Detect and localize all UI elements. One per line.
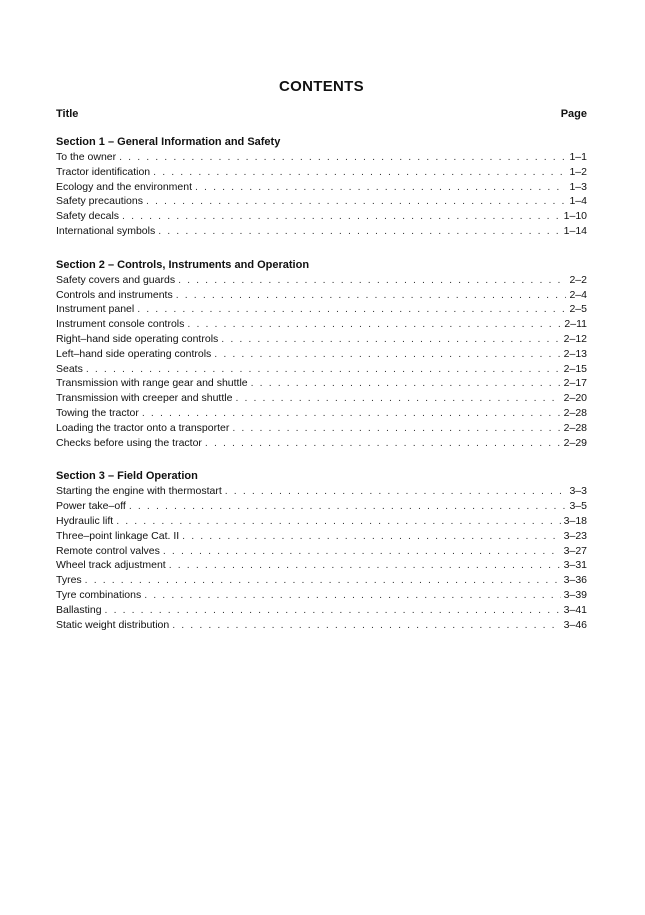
toc-entry[interactable] xyxy=(56,347,587,362)
toc-entry[interactable] xyxy=(56,529,587,544)
toc-entry-label: Instrument console controls xyxy=(56,318,185,331)
toc-entry-page: 2–12 xyxy=(563,332,587,345)
toc-entry-page: 2–29 xyxy=(563,436,587,449)
toc-entry-page: 3–27 xyxy=(563,544,587,557)
toc-entry[interactable] xyxy=(56,317,587,332)
dot-leader xyxy=(116,514,560,529)
toc-entry-page: 2–28 xyxy=(563,421,587,434)
toc-entry-page: 2–5 xyxy=(569,303,587,316)
toc-entry-label: Power take–off xyxy=(56,500,126,513)
toc-entry-label: Hydraulic lift xyxy=(56,514,114,527)
toc-entry-page: 2–2 xyxy=(569,273,587,286)
toc-entry-label: Left–hand side operating controls xyxy=(56,347,212,360)
dot-leader xyxy=(187,317,561,332)
dot-leader xyxy=(176,288,567,303)
toc-entry[interactable] xyxy=(56,421,587,436)
toc-entry-page: 3–46 xyxy=(563,618,587,631)
dot-leader xyxy=(142,406,561,421)
toc-entry[interactable] xyxy=(56,573,587,588)
dot-leader xyxy=(105,603,561,618)
dot-leader xyxy=(195,180,566,195)
toc-entry[interactable] xyxy=(56,194,587,209)
toc-entry[interactable] xyxy=(56,603,587,618)
dot-leader xyxy=(214,347,560,362)
toc-entry-page: 3–5 xyxy=(569,500,587,513)
toc-entry[interactable] xyxy=(56,588,587,603)
toc-entry-page: 2–11 xyxy=(564,318,587,331)
dot-leader xyxy=(163,544,561,559)
dot-leader xyxy=(225,484,567,499)
toc-entry-label: Controls and instruments xyxy=(56,288,173,301)
toc-entry-page: 2–15 xyxy=(563,362,587,375)
dot-leader xyxy=(251,376,561,391)
toc-entry[interactable] xyxy=(56,165,587,180)
dot-leader xyxy=(137,302,566,317)
toc-entry-page: 1–1 xyxy=(569,151,587,163)
dot-leader xyxy=(144,588,560,603)
section-title: Section 1 – General Information and Safety xyxy=(56,136,281,148)
toc-entry[interactable] xyxy=(56,391,587,406)
toc-entry[interactable] xyxy=(56,618,587,633)
toc-entry-label: Wheel track adjustment xyxy=(56,559,166,572)
toc-entry-page: 2–17 xyxy=(563,377,587,390)
dot-leader xyxy=(169,558,561,573)
toc-entry-label: Instrument panel xyxy=(56,303,135,316)
toc-entry-label: To the owner xyxy=(56,151,117,163)
toc-entry[interactable] xyxy=(56,558,587,573)
dot-leader xyxy=(158,224,560,239)
toc-entry[interactable] xyxy=(56,302,587,317)
dot-leader xyxy=(178,273,566,288)
toc-entry-page: 1–14 xyxy=(563,224,587,237)
dot-leader xyxy=(85,573,561,588)
toc-entry-page: 3–36 xyxy=(563,574,587,587)
toc-entry[interactable] xyxy=(56,180,587,195)
toc-entry-label: Seats xyxy=(56,362,83,375)
column-page-label: Page xyxy=(560,108,587,120)
toc-entry[interactable] xyxy=(56,332,587,347)
toc-entry[interactable] xyxy=(56,376,587,391)
dot-leader xyxy=(172,618,560,633)
toc-entry-label: Tractor identification xyxy=(56,165,151,178)
toc-entry[interactable] xyxy=(56,273,587,288)
toc-entry-label: Safety covers and guards xyxy=(56,273,176,286)
column-header xyxy=(56,107,587,121)
toc-entry-label: Three–point linkage Cat. II xyxy=(56,529,180,542)
toc-entry-label: Safety decals xyxy=(56,210,120,223)
dot-leader xyxy=(232,421,560,436)
toc-entry-label: Tyre combinations xyxy=(56,588,142,601)
toc-entry-page: 2–4 xyxy=(569,288,587,301)
toc-entry[interactable] xyxy=(56,209,587,224)
toc-section xyxy=(56,258,587,451)
toc-entry-label: International symbols xyxy=(56,224,156,237)
dot-leader xyxy=(221,332,560,347)
toc-section xyxy=(56,469,587,632)
toc-entry-page: 3–39 xyxy=(563,588,587,601)
toc-entry-label: Transmission with range gear and shuttle xyxy=(56,377,248,390)
toc-entry-label: Loading the tractor onto a transporter xyxy=(56,421,230,434)
toc-entry[interactable] xyxy=(56,288,587,303)
toc-entry-label: Checks before using the tractor xyxy=(56,436,202,449)
dot-leader xyxy=(119,150,566,165)
toc-entry-page: 2–28 xyxy=(563,406,587,419)
toc-entry-page: 1–4 xyxy=(569,195,587,208)
toc-entry-label: Ecology and the environment xyxy=(56,180,193,193)
section-title: Section 2 – Controls, Instruments and Operation xyxy=(56,258,310,271)
toc-entry-label: Tyres xyxy=(56,574,82,587)
page-title: CONTENTS xyxy=(279,78,364,95)
toc-entry-label: Towing the tractor xyxy=(56,406,139,419)
toc-entry[interactable] xyxy=(56,484,587,499)
toc-entry-page: 3–31 xyxy=(563,559,587,572)
dot-leader xyxy=(122,209,561,224)
toc-entry-label: Remote control valves xyxy=(56,544,160,557)
toc-entry-page: 3–23 xyxy=(563,529,587,542)
toc-entry-label: Right–hand side operating controls xyxy=(56,332,219,345)
toc-entry-page: 3–41 xyxy=(563,603,587,616)
toc-entry[interactable] xyxy=(56,224,587,239)
section-title: Section 3 – Field Operation xyxy=(56,470,198,483)
toc-entry-page: 2–20 xyxy=(563,392,587,405)
toc-entry-page: 1–2 xyxy=(569,165,587,178)
dot-leader xyxy=(86,362,561,377)
dot-leader xyxy=(146,194,567,209)
toc-entry-page: 2–13 xyxy=(563,347,587,360)
toc-sections xyxy=(56,135,587,632)
toc-entry[interactable] xyxy=(56,514,587,529)
toc-section xyxy=(56,135,587,239)
toc-entry[interactable] xyxy=(56,544,587,559)
contents-page xyxy=(56,78,587,651)
toc-entry[interactable] xyxy=(56,436,587,451)
dot-leader xyxy=(205,436,561,451)
toc-entry[interactable] xyxy=(56,150,587,165)
column-title-label: Title xyxy=(56,108,79,120)
dot-leader xyxy=(235,391,560,406)
toc-entry-label: Ballasting xyxy=(56,603,102,616)
toc-entry-page: 3–18 xyxy=(563,514,587,527)
toc-entry[interactable] xyxy=(56,499,587,514)
toc-entry[interactable] xyxy=(56,362,587,377)
toc-entry-label: Static weight distribution xyxy=(56,618,170,631)
toc-entry-page: 1–3 xyxy=(569,180,587,193)
toc-entry-label: Starting the engine with thermostart xyxy=(56,485,222,498)
toc-entry-page: 1–10 xyxy=(563,210,587,223)
dot-leader xyxy=(153,165,566,180)
toc-entry-label: Safety precautions xyxy=(56,195,143,208)
dot-leader xyxy=(182,529,560,544)
dot-leader xyxy=(129,499,567,514)
toc-entry-label: Transmission with creeper and shuttle xyxy=(56,392,233,405)
toc-entry-page: 3–3 xyxy=(569,485,587,498)
toc-entry[interactable] xyxy=(56,406,587,421)
